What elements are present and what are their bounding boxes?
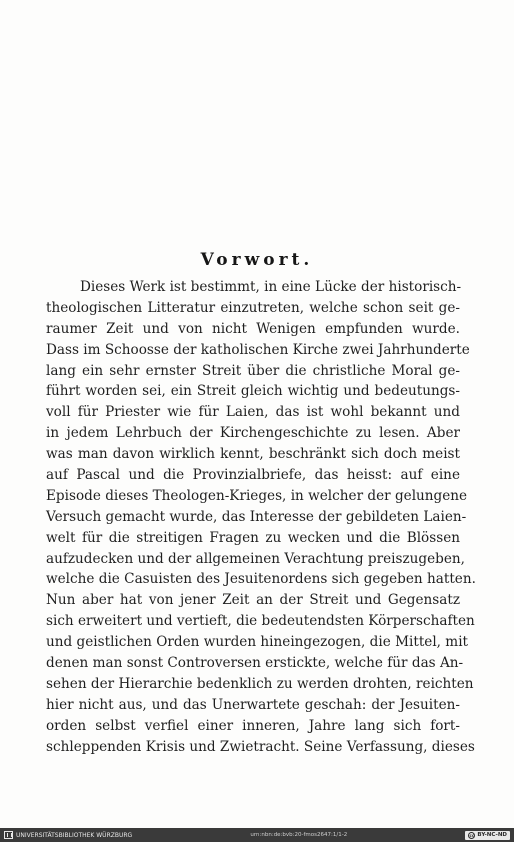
text-line: Dieses Werk ist bestimmt, in eine Lücke der historisch- bbox=[80, 279, 462, 295]
text-line: sich erweitert und vertieft, die bedeutendsten Körperschaften bbox=[46, 613, 475, 630]
creative-commons-icon: cc bbox=[469, 832, 475, 838]
text-line: sehen der Hierarchie bedenklich zu werden drohten, reichten bbox=[46, 675, 474, 692]
text-line: Dass im Schoosse der katholischen Kirche zwei Jahrhunderte bbox=[46, 341, 470, 358]
license-label: BY-NC-ND bbox=[477, 832, 507, 838]
text-line: voll für Priester wie für Laien, das ist wohl bekannt und bbox=[46, 404, 460, 421]
page-heading: Vorwort. bbox=[200, 250, 314, 270]
text-line: führt worden sei, ein Streit gleich wichtig und bedeutungs- bbox=[46, 383, 460, 400]
text-line: Versuch gemacht wurde, das Interesse der gebildeten Laien- bbox=[46, 508, 467, 525]
text-line: hier nicht aus, und das Unerwartete geschah: der Jesuiten- bbox=[46, 696, 460, 713]
text-line: denen man sonst Controversen erstickte, welche für das An- bbox=[46, 655, 464, 672]
library-name: UNIVERSITÄTSBIBLIOTHEK WÜRZBURG bbox=[16, 831, 133, 839]
text-line: theologischen Litteratur einzutreten, welche schon seit ge- bbox=[46, 299, 460, 316]
text-line: Nun aber hat von jener Zeit an der Streit und Gegensatz bbox=[46, 592, 460, 609]
text-line: Episode dieses Theologen-Krieges, in welcher der gelungene bbox=[46, 487, 468, 504]
text-line: orden selbst verfiel einer inneren, Jahre lang sich fort- bbox=[46, 717, 460, 734]
text-line: welt für die streitigen Fragen zu wecken und die Blössen bbox=[46, 529, 460, 546]
text-line: raumer Zeit und von nicht Wenigen empfunden wurde. bbox=[46, 320, 460, 337]
text-line: was man davon wirklich kennt, beschränkt sich doch meist bbox=[46, 446, 460, 463]
text-line: lang ein sehr ernster Streit über die christliche Moral ge- bbox=[46, 362, 460, 379]
text-line: in jedem Lehrbuch der Kirchengeschichte zu lesen. Aber bbox=[46, 425, 460, 442]
text-line: auf Pascal und die Provinzialbriefe, das heisst: auf eine bbox=[46, 467, 460, 484]
text-line: und geistlichen Orden wurden hineingezogen, die Mittel, mit bbox=[46, 634, 469, 651]
text-line: aufzudecken und der allgemeinen Verachtung preiszugeben, bbox=[46, 550, 465, 567]
urn-identifier: urn:nbn:de:bvb:20-fmos2647:1/1-2 bbox=[250, 832, 348, 838]
text-line: welche die Casuisten des Jesuitenordens sich gegeben hatten. bbox=[46, 571, 476, 588]
body-paragraph bbox=[46, 277, 476, 757]
library-logo-icon bbox=[4, 831, 13, 839]
footer-bar bbox=[0, 828, 514, 842]
license-badge[interactable] bbox=[465, 831, 510, 840]
text-line: schleppenden Krisis und Zwietracht. Seine Verfassung, dieses bbox=[46, 738, 475, 755]
library-credit[interactable] bbox=[4, 831, 132, 839]
